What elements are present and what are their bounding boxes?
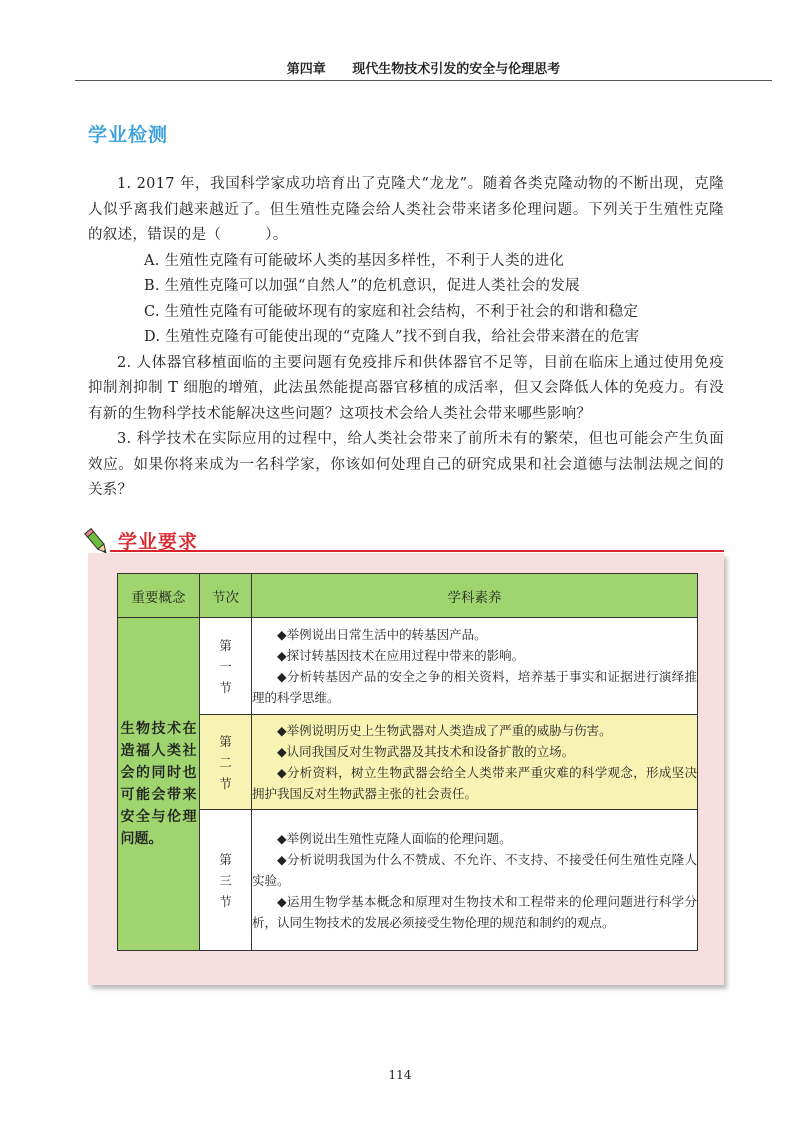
section-label-char: 节	[219, 775, 232, 791]
literacy-item: ◆举例说出日常生活中的转基因产品。	[277, 627, 487, 642]
concept-text: 生物技术在造福人类社会的同时也可能会带来安全与伦理问题。	[120, 721, 197, 847]
page-number: 114	[388, 1068, 412, 1082]
literacy-cell-3	[252, 810, 698, 951]
concept-cell	[118, 618, 200, 951]
table-row	[118, 715, 698, 810]
literacy-item: ◆分析转基因产品的安全之争的相关资料，培养基于事实和证据进行演绎推理的科学思维。	[252, 669, 697, 705]
question-1-stem-end: ）。	[265, 227, 288, 243]
literacy-cell-1	[252, 618, 698, 715]
section-label-char: 第	[219, 851, 232, 867]
section-label-char: 三	[219, 872, 232, 888]
requirements-divider	[110, 550, 724, 552]
option-c: C. 生殖性克隆有可能破坏现有的家庭和社会结构，不利于社会的和谐和稳定	[144, 303, 639, 320]
section-label-char: 节	[219, 893, 232, 909]
question-list	[88, 172, 724, 504]
header-divider	[75, 80, 772, 81]
question-1	[88, 172, 724, 249]
requirements-title: 学业要求	[118, 531, 199, 553]
literacy-item: ◆举例说出生殖性克隆人面临的伦理问题。	[277, 830, 512, 846]
literacy-cell-2	[252, 715, 698, 810]
literacy-item: ◆运用生物学基本概念和原理对生物技术和工程带来的伦理问题进行科学分析，认同生物技术的发展必须接受生物伦理的规范和制约的观点。	[252, 893, 697, 930]
section-label-char: 二	[219, 754, 232, 770]
section-label-char: 一	[219, 658, 232, 674]
section-label-1	[200, 618, 252, 715]
literacy-item: ◆探讨转基因技术在应用过程中带来的影响。	[277, 648, 525, 663]
literacy-item: ◆认同我国反对生物武器及其技术和设备扩散的立场。	[277, 744, 575, 759]
header-concept: 重要概念	[118, 574, 200, 618]
question-2: 2. 人体器官移植面临的主要问题有免疫排斥和供体器官不足等，目前在临床上通过使用免疫抑制剂抑制 T 细胞的增殖，此法虽然能提高器官移植的成活率，但又会降低人体的免疫力。有没有新的生物科学技术能解决这些问题？这项技术会给人类社会带来哪些影响？	[88, 354, 724, 422]
chapter-title: 现代生物技术引发的安全与伦理思考	[352, 62, 561, 77]
table-row	[118, 618, 698, 715]
option-b: B. 生殖性克隆可以加强“自然人”的危机意识，促进人类社会的发展	[144, 278, 580, 294]
question-1-stem: 1. 2017 年，我国科学家成功培育出了克隆犬“龙龙”。随着各类克隆动物的不断出现，克隆人似乎离我们越来越近了。但生殖性克隆会给人类社会带来诸多伦理问题。下列关于生殖性克隆的叙述，错误的是（	[88, 176, 724, 243]
section-label-2	[200, 715, 252, 810]
header-section: 节次	[200, 574, 252, 618]
table-header-row	[118, 574, 698, 618]
section-title: 学业检测	[88, 124, 169, 146]
literacy-item: ◆分析说明我国为什么不赞成、不允许、不支持、不接受任何生殖性克隆人实验。	[252, 851, 697, 888]
section-label-char: 第	[219, 637, 232, 653]
question-3: 3. 科学技术在实际应用的过程中，给人类社会带来了前所未有的繁荣，但也可能会产生负面效应。如果你将来成为一名科学家，你该如何处理自己的研究成果和社会道德与法制法规之间的关系？	[88, 431, 724, 498]
literacy-item: ◆分析资料，树立生物武器会给全人类带来严重灾难的科学观念，形成坚决拥护我国反对生物武器主张的社会责任。	[252, 765, 697, 801]
option-d: D. 生殖性克隆有可能使出现的“克隆人”找不到自我，给社会带来潜在的危害	[144, 329, 640, 345]
section-label-char: 第	[219, 733, 232, 749]
section-label-3	[200, 810, 252, 951]
running-header	[75, 58, 772, 80]
literacy-item: ◆举例说明历史上生物武器对人类造成了严重的威胁与伤害。	[277, 723, 612, 738]
section-label-char: 节	[219, 679, 232, 695]
header-literacy: 学科素养	[252, 574, 698, 618]
requirements-table	[117, 573, 698, 951]
table-row	[118, 810, 698, 951]
option-a: A. 生殖性克隆有可能破坏人类的基因多样性，不利于人类的进化	[144, 252, 565, 269]
chapter-label: 第四章	[286, 62, 326, 77]
